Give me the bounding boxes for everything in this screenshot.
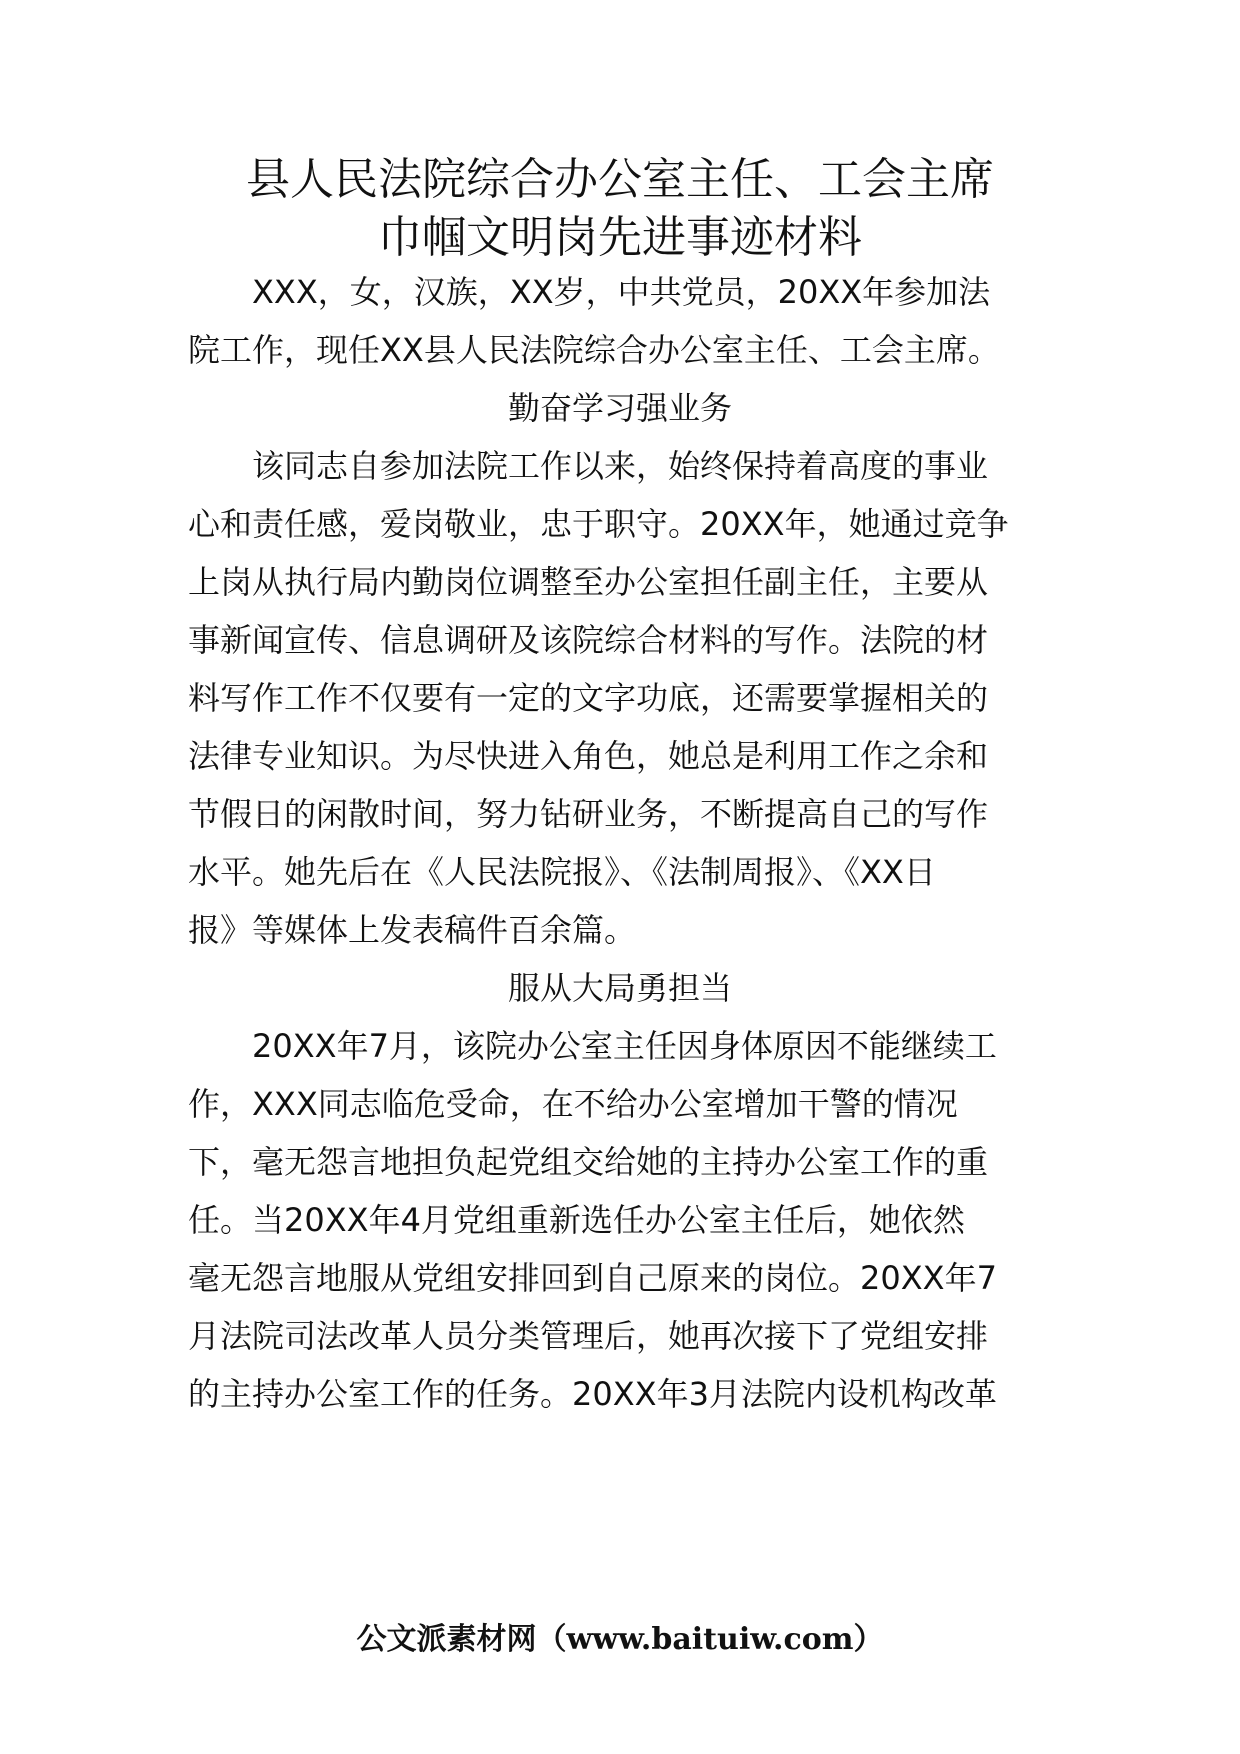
intro-line-1: XXX，女，汉族，XX岁，中共党员，20XX年参加法: [252, 273, 991, 311]
section1-line-6: 法律专业知识。为尽快进入角色，她总是利用工作之余和: [188, 737, 989, 775]
section2-line-6: 月法院司法改革人员分类管理后，她再次接下了党组安排: [188, 1317, 989, 1355]
footer-watermark: 公文派素材网（www.baituiw.com）: [356, 1622, 884, 1657]
document-title-line-2: 巾帼文明岗先进事迹材料: [378, 212, 862, 263]
section2-line-2: 作，XXX同志临危受命，在不给办公室增加干警的情况: [188, 1085, 958, 1123]
intro-line-2: 院工作，现任XX县人民法院综合办公室主任、工会主席。: [188, 331, 1000, 369]
section1-line-9: 报》等媒体上发表稿件百余篇。: [188, 911, 637, 949]
section2-line-4: 任。当20XX年4月党组重新选任办公室主任后，她依然: [188, 1201, 965, 1239]
section2-line-1: 20XX年7月，该院办公室主任因身体原因不能继续工: [252, 1027, 997, 1065]
section1-line-7: 节假日的闲散时间，努力钻研业务，不断提高自己的写作: [188, 795, 989, 833]
section1-line-5: 料写作工作不仅要有一定的文字功底，还需要掌握相关的: [188, 679, 989, 717]
section2-line-7: 的主持办公室工作的任务。20XX年3月法院内设机构改革: [188, 1375, 997, 1413]
section1-line-8: 水平。她先后在《人民法院报》、《法制周报》、《XX日: [188, 853, 936, 891]
section1-line-4: 事新闻宣传、信息调研及该院综合材料的写作。法院的材: [188, 621, 989, 659]
section2-line-5: 毫无怨言地服从党组安排回到自己原来的岗位。20XX年7: [188, 1259, 997, 1297]
section-heading-2: 服从大局勇担当: [507, 969, 732, 1007]
section1-line-1: 该同志自参加法院工作以来，始终保持着高度的事业: [252, 447, 989, 485]
section1-line-3: 上岗从执行局内勤岗位调整至办公室担任副主任，主要从: [188, 563, 989, 601]
section1-line-2: 心和责任感，爱岗敬业，忠于职守。20XX年，她通过竞争: [188, 505, 1009, 543]
section-heading-1: 勤奋学习强业务: [507, 389, 732, 427]
document-title-line-1: 县人民法院综合办公室主任、工会主席: [246, 154, 994, 205]
section2-line-3: 下，毫无怨言地担负起党组交给她的主持办公室工作的重: [188, 1143, 989, 1181]
